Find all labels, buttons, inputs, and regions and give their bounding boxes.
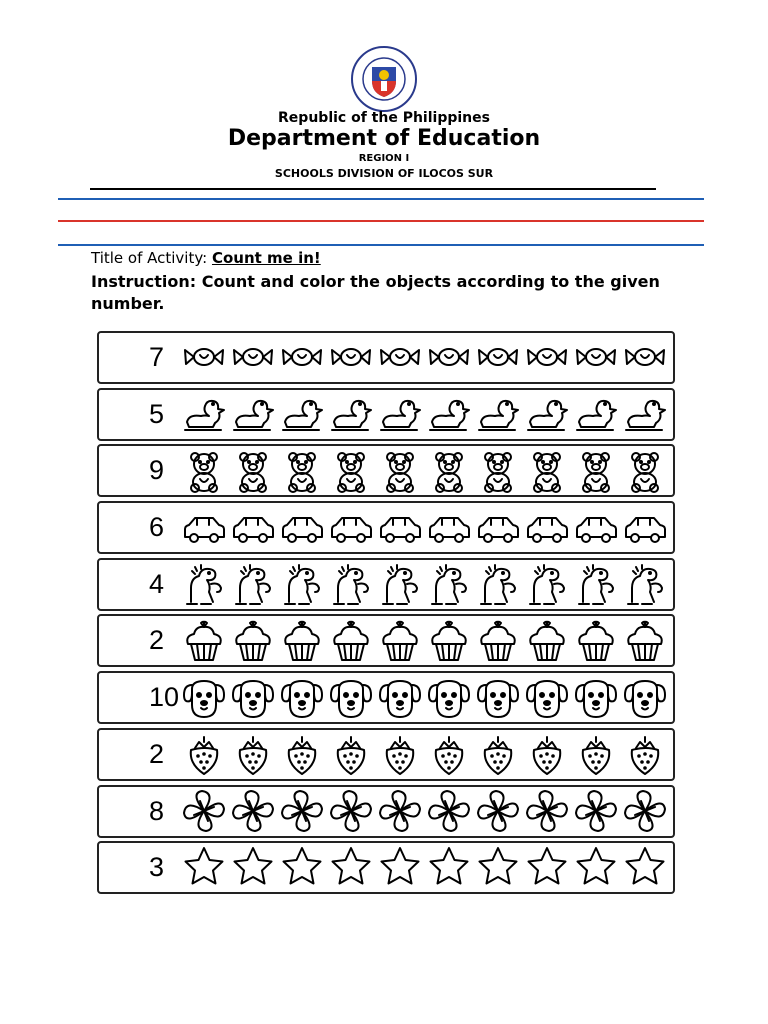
teddy-bear-icon[interactable] — [524, 448, 570, 493]
dog-face-icon[interactable] — [573, 675, 619, 720]
dinosaur-icon[interactable] — [573, 562, 619, 607]
row-number: 4 — [149, 568, 165, 599]
duck-icon[interactable] — [524, 392, 570, 437]
flower-icon[interactable] — [475, 789, 521, 834]
star-icon[interactable] — [328, 845, 374, 890]
dog-face-icon[interactable] — [230, 675, 276, 720]
row-objects — [181, 505, 673, 550]
row-objects — [181, 392, 673, 437]
candy-icon[interactable] — [475, 335, 521, 380]
car-icon[interactable] — [426, 505, 472, 550]
dinosaur-icon[interactable] — [230, 562, 276, 607]
row-number: 2 — [149, 738, 165, 769]
dog-face-icon[interactable] — [279, 675, 325, 720]
strawberry-icon[interactable] — [475, 732, 521, 777]
row-number: 2 — [149, 625, 165, 656]
car-icon[interactable] — [573, 505, 619, 550]
dog-face-icon[interactable] — [475, 675, 521, 720]
row-objects — [181, 562, 673, 607]
candy-icon[interactable] — [377, 335, 423, 380]
department-heading: Department of Education — [227, 126, 541, 151]
dinosaur-icon[interactable] — [377, 562, 423, 607]
car-icon[interactable] — [279, 505, 325, 550]
car-icon[interactable] — [622, 505, 668, 550]
cupcake-icon[interactable] — [328, 618, 374, 663]
dog-face-icon[interactable] — [524, 675, 570, 720]
strawberry-icon[interactable] — [181, 732, 227, 777]
car-icon[interactable] — [524, 505, 570, 550]
duck-icon[interactable] — [475, 392, 521, 437]
flower-icon[interactable] — [426, 789, 472, 834]
star-icon[interactable] — [230, 845, 276, 890]
dog-face-icon[interactable] — [622, 675, 668, 720]
car-icon[interactable] — [230, 505, 276, 550]
duck-icon[interactable] — [426, 392, 472, 437]
strawberry-icon[interactable] — [573, 732, 619, 777]
counting-row — [97, 728, 675, 781]
cupcake-icon[interactable] — [426, 618, 472, 663]
counting-row — [97, 841, 675, 894]
dinosaur-icon[interactable] — [475, 562, 521, 607]
dog-face-icon[interactable] — [328, 675, 374, 720]
car-icon[interactable] — [377, 505, 423, 550]
dinosaur-icon[interactable] — [181, 562, 227, 607]
row-number: 10 — [149, 682, 180, 713]
star-icon[interactable] — [377, 845, 423, 890]
candy-icon[interactable] — [622, 335, 668, 380]
dinosaur-icon[interactable] — [426, 562, 472, 607]
flower-icon[interactable] — [622, 789, 668, 834]
candy-icon[interactable] — [524, 335, 570, 380]
dinosaur-icon[interactable] — [328, 562, 374, 607]
strawberry-icon[interactable] — [230, 732, 276, 777]
activity-title-label: Title of Activity: — [91, 249, 208, 267]
row-number: 5 — [149, 398, 165, 429]
car-icon[interactable] — [328, 505, 374, 550]
row-objects — [181, 448, 673, 493]
duck-icon[interactable] — [377, 392, 423, 437]
row-objects — [181, 732, 673, 777]
counting-rows — [97, 331, 675, 898]
teddy-bear-icon[interactable] — [475, 448, 521, 493]
star-icon[interactable] — [622, 845, 668, 890]
duck-icon[interactable] — [230, 392, 276, 437]
star-icon[interactable] — [475, 845, 521, 890]
candy-icon[interactable] — [573, 335, 619, 380]
counting-row — [97, 614, 675, 667]
counting-row — [97, 501, 675, 554]
row-objects — [181, 845, 673, 890]
teddy-bear-icon[interactable] — [279, 448, 325, 493]
cupcake-icon[interactable] — [230, 618, 276, 663]
row-number: 3 — [149, 852, 165, 883]
cupcake-icon[interactable] — [279, 618, 325, 663]
red-line — [58, 220, 704, 222]
dinosaur-icon[interactable] — [622, 562, 668, 607]
flower-icon[interactable] — [230, 789, 276, 834]
instruction-text: Instruction: Count and color the objects according to the given number. — [91, 272, 660, 313]
flower-icon[interactable] — [377, 789, 423, 834]
deped-seal-icon — [350, 45, 418, 113]
flower-icon[interactable] — [181, 789, 227, 834]
row-objects — [181, 618, 673, 663]
dog-face-icon[interactable] — [181, 675, 227, 720]
strawberry-icon[interactable] — [377, 732, 423, 777]
republic-heading: Republic of the Philippines — [278, 110, 490, 126]
blue-line-bottom — [58, 244, 704, 246]
teddy-bear-icon[interactable] — [622, 448, 668, 493]
star-icon[interactable] — [573, 845, 619, 890]
teddy-bear-icon[interactable] — [181, 448, 227, 493]
counting-row — [97, 785, 675, 838]
duck-icon[interactable] — [573, 392, 619, 437]
activity-title-value: Count me in! — [211, 249, 321, 267]
counting-row — [97, 558, 675, 611]
candy-icon[interactable] — [328, 335, 374, 380]
dinosaur-icon[interactable] — [524, 562, 570, 607]
cupcake-icon[interactable] — [377, 618, 423, 663]
star-icon[interactable] — [279, 845, 325, 890]
cupcake-icon[interactable] — [475, 618, 521, 663]
counting-row — [97, 444, 675, 497]
teddy-bear-icon[interactable] — [377, 448, 423, 493]
duck-icon[interactable] — [328, 392, 374, 437]
duck-icon[interactable] — [279, 392, 325, 437]
dog-face-icon[interactable] — [426, 675, 472, 720]
strawberry-icon[interactable] — [426, 732, 472, 777]
cupcake-icon[interactable] — [622, 618, 668, 663]
car-icon[interactable] — [181, 505, 227, 550]
activity-title — [91, 249, 321, 267]
candy-icon[interactable] — [181, 335, 227, 380]
row-number: 7 — [149, 342, 165, 372]
row-objects — [181, 789, 673, 834]
strawberry-icon[interactable] — [328, 732, 374, 777]
candy-icon[interactable] — [426, 335, 472, 380]
candy-icon[interactable] — [230, 335, 276, 380]
cupcake-icon[interactable] — [181, 618, 227, 663]
counting-row — [97, 671, 675, 724]
region-heading: REGION I — [358, 153, 410, 164]
dinosaur-icon[interactable] — [279, 562, 325, 607]
flower-icon[interactable] — [328, 789, 374, 834]
row-number: 8 — [149, 795, 165, 826]
candy-icon[interactable] — [279, 335, 325, 380]
flower-icon[interactable] — [279, 789, 325, 834]
teddy-bear-icon[interactable] — [328, 448, 374, 493]
car-icon[interactable] — [475, 505, 521, 550]
counting-row — [97, 331, 675, 384]
division-heading: SCHOOLS DIVISION OF ILOCOS SUR — [274, 167, 494, 180]
duck-icon[interactable] — [622, 392, 668, 437]
flower-icon[interactable] — [573, 789, 619, 834]
cupcake-icon[interactable] — [524, 618, 570, 663]
strawberry-icon[interactable] — [279, 732, 325, 777]
cupcake-icon[interactable] — [573, 618, 619, 663]
header-divider — [90, 188, 656, 190]
blue-line-top — [58, 198, 704, 200]
duck-icon[interactable] — [181, 392, 227, 437]
counting-row — [97, 388, 675, 441]
row-objects — [181, 335, 673, 380]
row-number: 9 — [149, 455, 165, 486]
dog-face-icon[interactable] — [377, 675, 423, 720]
teddy-bear-icon[interactable] — [426, 448, 472, 493]
row-objects — [181, 675, 673, 720]
star-icon[interactable] — [524, 845, 570, 890]
strawberry-icon[interactable] — [622, 732, 668, 777]
teddy-bear-icon[interactable] — [230, 448, 276, 493]
star-icon[interactable] — [426, 845, 472, 890]
strawberry-icon[interactable] — [524, 732, 570, 777]
row-number: 6 — [149, 512, 165, 543]
star-icon[interactable] — [181, 845, 227, 890]
teddy-bear-icon[interactable] — [573, 448, 619, 493]
flower-icon[interactable] — [524, 789, 570, 834]
